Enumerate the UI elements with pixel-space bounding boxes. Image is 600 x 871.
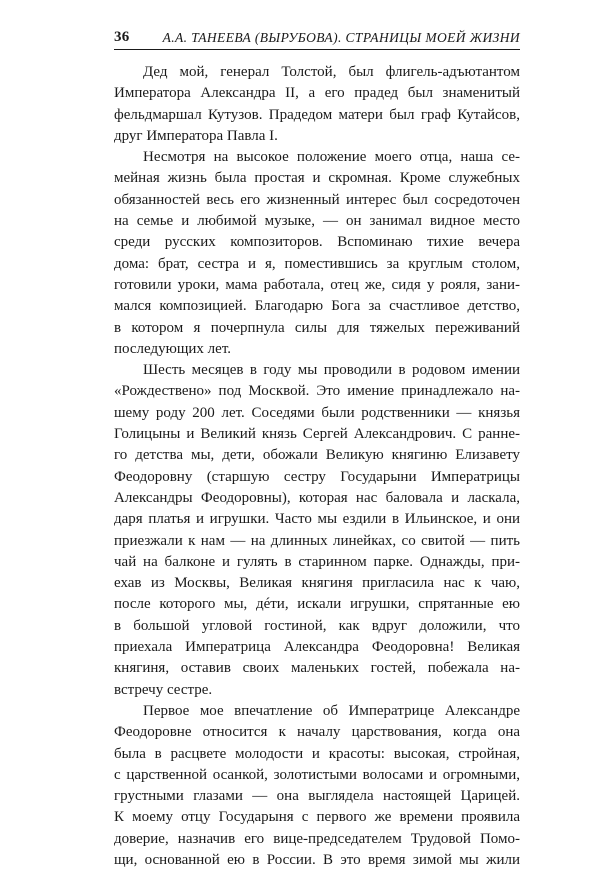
text-line: Шесть месяцев в году мы проводили в родовом имении (143, 362, 520, 379)
text-line: шему роду 200 лет. Соседями были родственники — князья (114, 404, 520, 421)
text-line: доверие, назначив его вице-председателем Трудовой Помо- (114, 830, 520, 847)
text-line: грустными глазами — она выглядела настоящей Царицей. (114, 788, 520, 805)
text-line: Феодоровну (старшую сестру Государыни Императрицы (114, 468, 520, 485)
running-head (114, 22, 520, 46)
text-line: готовили уроки, мама работала, отец же, сидя у рояля, зани- (114, 276, 520, 293)
paragraph (114, 360, 520, 701)
text-line: фельдмаршал Кутузов. Прадедом матери был граф Кутайсов, (114, 106, 520, 123)
text-line: приезжали к нам — на длинных линейках, со свитой — пить (114, 532, 520, 549)
text-line: Голицыны и Великий князь Сергей Александрович. С ранне- (114, 426, 520, 443)
paragraph (114, 147, 520, 360)
text-line: ехав из Москвы, Великая княгиня пригласила нас к чаю, (114, 575, 520, 592)
page-number: 36 (114, 29, 130, 45)
text-line: последующих лет. (114, 340, 231, 357)
text-line: обязанностей весь его жизненный интерес был сосредоточен (114, 191, 520, 208)
header-rule (114, 49, 520, 50)
text-line: К моему отцу Государыня с первого же времени проявила (114, 809, 520, 826)
text-line: Александры Феодоровны), которая нас баловала и ласкала, (114, 489, 520, 506)
text-line: встречу сестре. (114, 681, 213, 698)
running-title: А.А. ТАНЕЕВА (ВЫРУБОВА). СТРАНИЦЫ МОЕЙ ЖИЗНИ (162, 30, 520, 45)
text-line: в котором я почерпнула силы для тяжелых переживаний (114, 319, 520, 336)
text-line: Императора Александра II, а его прадед был знаменитый (114, 85, 520, 102)
text-line: Несмотря на высокое положение моего отца, наша се- (143, 149, 520, 166)
text-line: дома: брат, сестра и я, поместившись за круглым столом, (114, 255, 520, 272)
paragraph (114, 701, 520, 871)
text-line: мейная жизнь была простая и скромная. Кроме служебных (114, 170, 520, 187)
text-line: «Рождествено» под Москвой. Это имение принадлежало на- (114, 383, 520, 400)
text-line: друг Императора Павла I. (114, 127, 278, 144)
text-line: была в расцвете молодости и красоты: высокая, стройная, (114, 745, 520, 762)
text-line: с царственной осанкой, золотистыми волосами и огромными, (114, 766, 520, 783)
text-line: щи, основанной ею в России. В это время зимой мы жили (114, 851, 520, 868)
text-line: Дед мой, генерал Толстой, был флигель-адъютантом (143, 64, 520, 80)
text-line: го детства мы, дети, обожали Великую княгиню Елизавету (114, 447, 520, 464)
text-line: приехала Императрица Александра Феодоровна! Великая (114, 639, 520, 656)
paragraph (114, 62, 520, 147)
text-line: Феодоровне относится к началу царствования, когда она (114, 724, 520, 741)
text-line: на семье и любимой музыке, — он занимал видное место (114, 213, 520, 230)
text-line: чай на балконе и гулять в старинном парке. Однажды, при- (114, 553, 520, 570)
text-line: мался композицией. Благодарю Бога за счастливое детство, (114, 298, 520, 315)
text-line: среди русских композиторов. Вспоминаю тихие вечера (114, 234, 520, 251)
text-line: после которого мы, дéти, искали игрушки, спрятанные ею (114, 596, 520, 613)
text-line: даря платья и игрушки. Часто мы ездили в Ильинское, и они (114, 511, 520, 528)
text-line: Первое мое впечатление об Императрице Александре (143, 702, 520, 719)
text-line: в большой угловой гостиной, как вдруг доложили, что (114, 617, 520, 634)
text-line: княгиня, оставив своих маленьких гостей, побежала на- (114, 660, 520, 677)
